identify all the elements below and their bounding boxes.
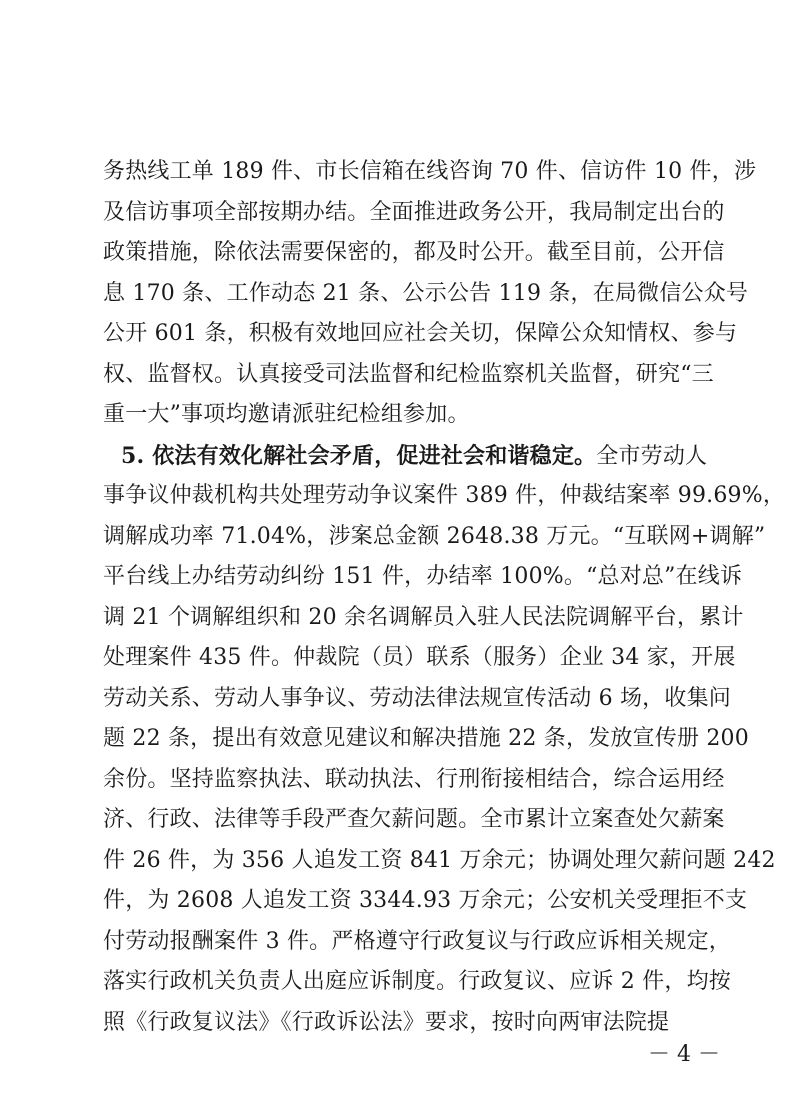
page-number: － 4 －: [648, 1042, 720, 1067]
section-heading: 5. 依法有效化解社会矛盾，促进社会和谐稳定。: [121, 442, 597, 469]
text-line: 及信访事项全部按期办结。全面推进政务公开，我局制定出台的: [103, 199, 725, 225]
text-line: 事争议仲裁机构共处理劳动争议案件 389 件，仲裁结案率 99.69%，: [103, 483, 786, 508]
text-line: 公开 601 条，积极有效地回应社会关切，保障公众知情权、参与: [103, 321, 738, 346]
text-line: 息 170 条、工作动态 21 条、公示公告 119 条，在局微信公众号: [103, 280, 749, 306]
text-line: 件 26 件，为 356 人追发工资 841 万余元；协调处理欠薪问题 242: [103, 847, 776, 873]
text-line: 权、监督权。认真接受司法监督和纪检监察机关监督，研究“三: [103, 361, 714, 387]
section-heading-line: [103, 436, 708, 477]
text-line: 劳动关系、劳动人事争议、劳动法律法规宣传活动 6 场，收集问: [103, 685, 731, 711]
text-line: 务热线工单 189 件、市长信箱在线咨询 70 件、信访件 10 件，涉: [103, 159, 757, 184]
text-line: 调解成功率 71.04%，涉案总金额 2648.38 万元。“互联网+调解”: [103, 523, 766, 549]
body-text: [103, 152, 786, 1043]
text-line: 照《行政复议法》《行政诉讼法》要求，按时向两审法院提: [103, 1009, 670, 1035]
text-line: 济、行政、法律等手段严查欠薪问题。全市累计立案查处欠薪案: [103, 807, 725, 832]
text-line: 政策措施，除依法需要保密的，都及时公开。截至目前，公开信: [103, 240, 725, 265]
text-line: 处理案件 435 件。仲裁院（员）联系（服务）企业 34 家，开展: [103, 645, 736, 670]
text-line: 付劳动报酬案件 3 件。严格遵守行政复议与行政应诉相关规定，: [103, 928, 731, 954]
text-line: 平台线上办结劳动纠纷 151 件，办结率 100%。“总对总”在线诉: [103, 564, 743, 589]
text-line: 落实行政机关负责人出庭应诉制度。行政复议、应诉 2 件，均按: [103, 969, 731, 994]
text-line: 题 22 条，提出有效意见建议和解决措施 22 条，发放宣传册 200: [103, 726, 749, 751]
text-line: 调 21 个调解组织和 20 余名调解员入驻人民法院调解平台，累计: [103, 604, 744, 630]
text-line: 件，为 2608 人追发工资 3344.93 万余元；公安机关受理拒不支: [103, 888, 748, 913]
text-line: 重一大”事项均邀请派驻纪检组参加。: [103, 402, 470, 427]
text-line: 余份。坚持监察执法、联动执法、行刑衔接相结合，综合运用经: [103, 766, 725, 792]
text-fragment: 全市劳动人: [596, 443, 708, 469]
